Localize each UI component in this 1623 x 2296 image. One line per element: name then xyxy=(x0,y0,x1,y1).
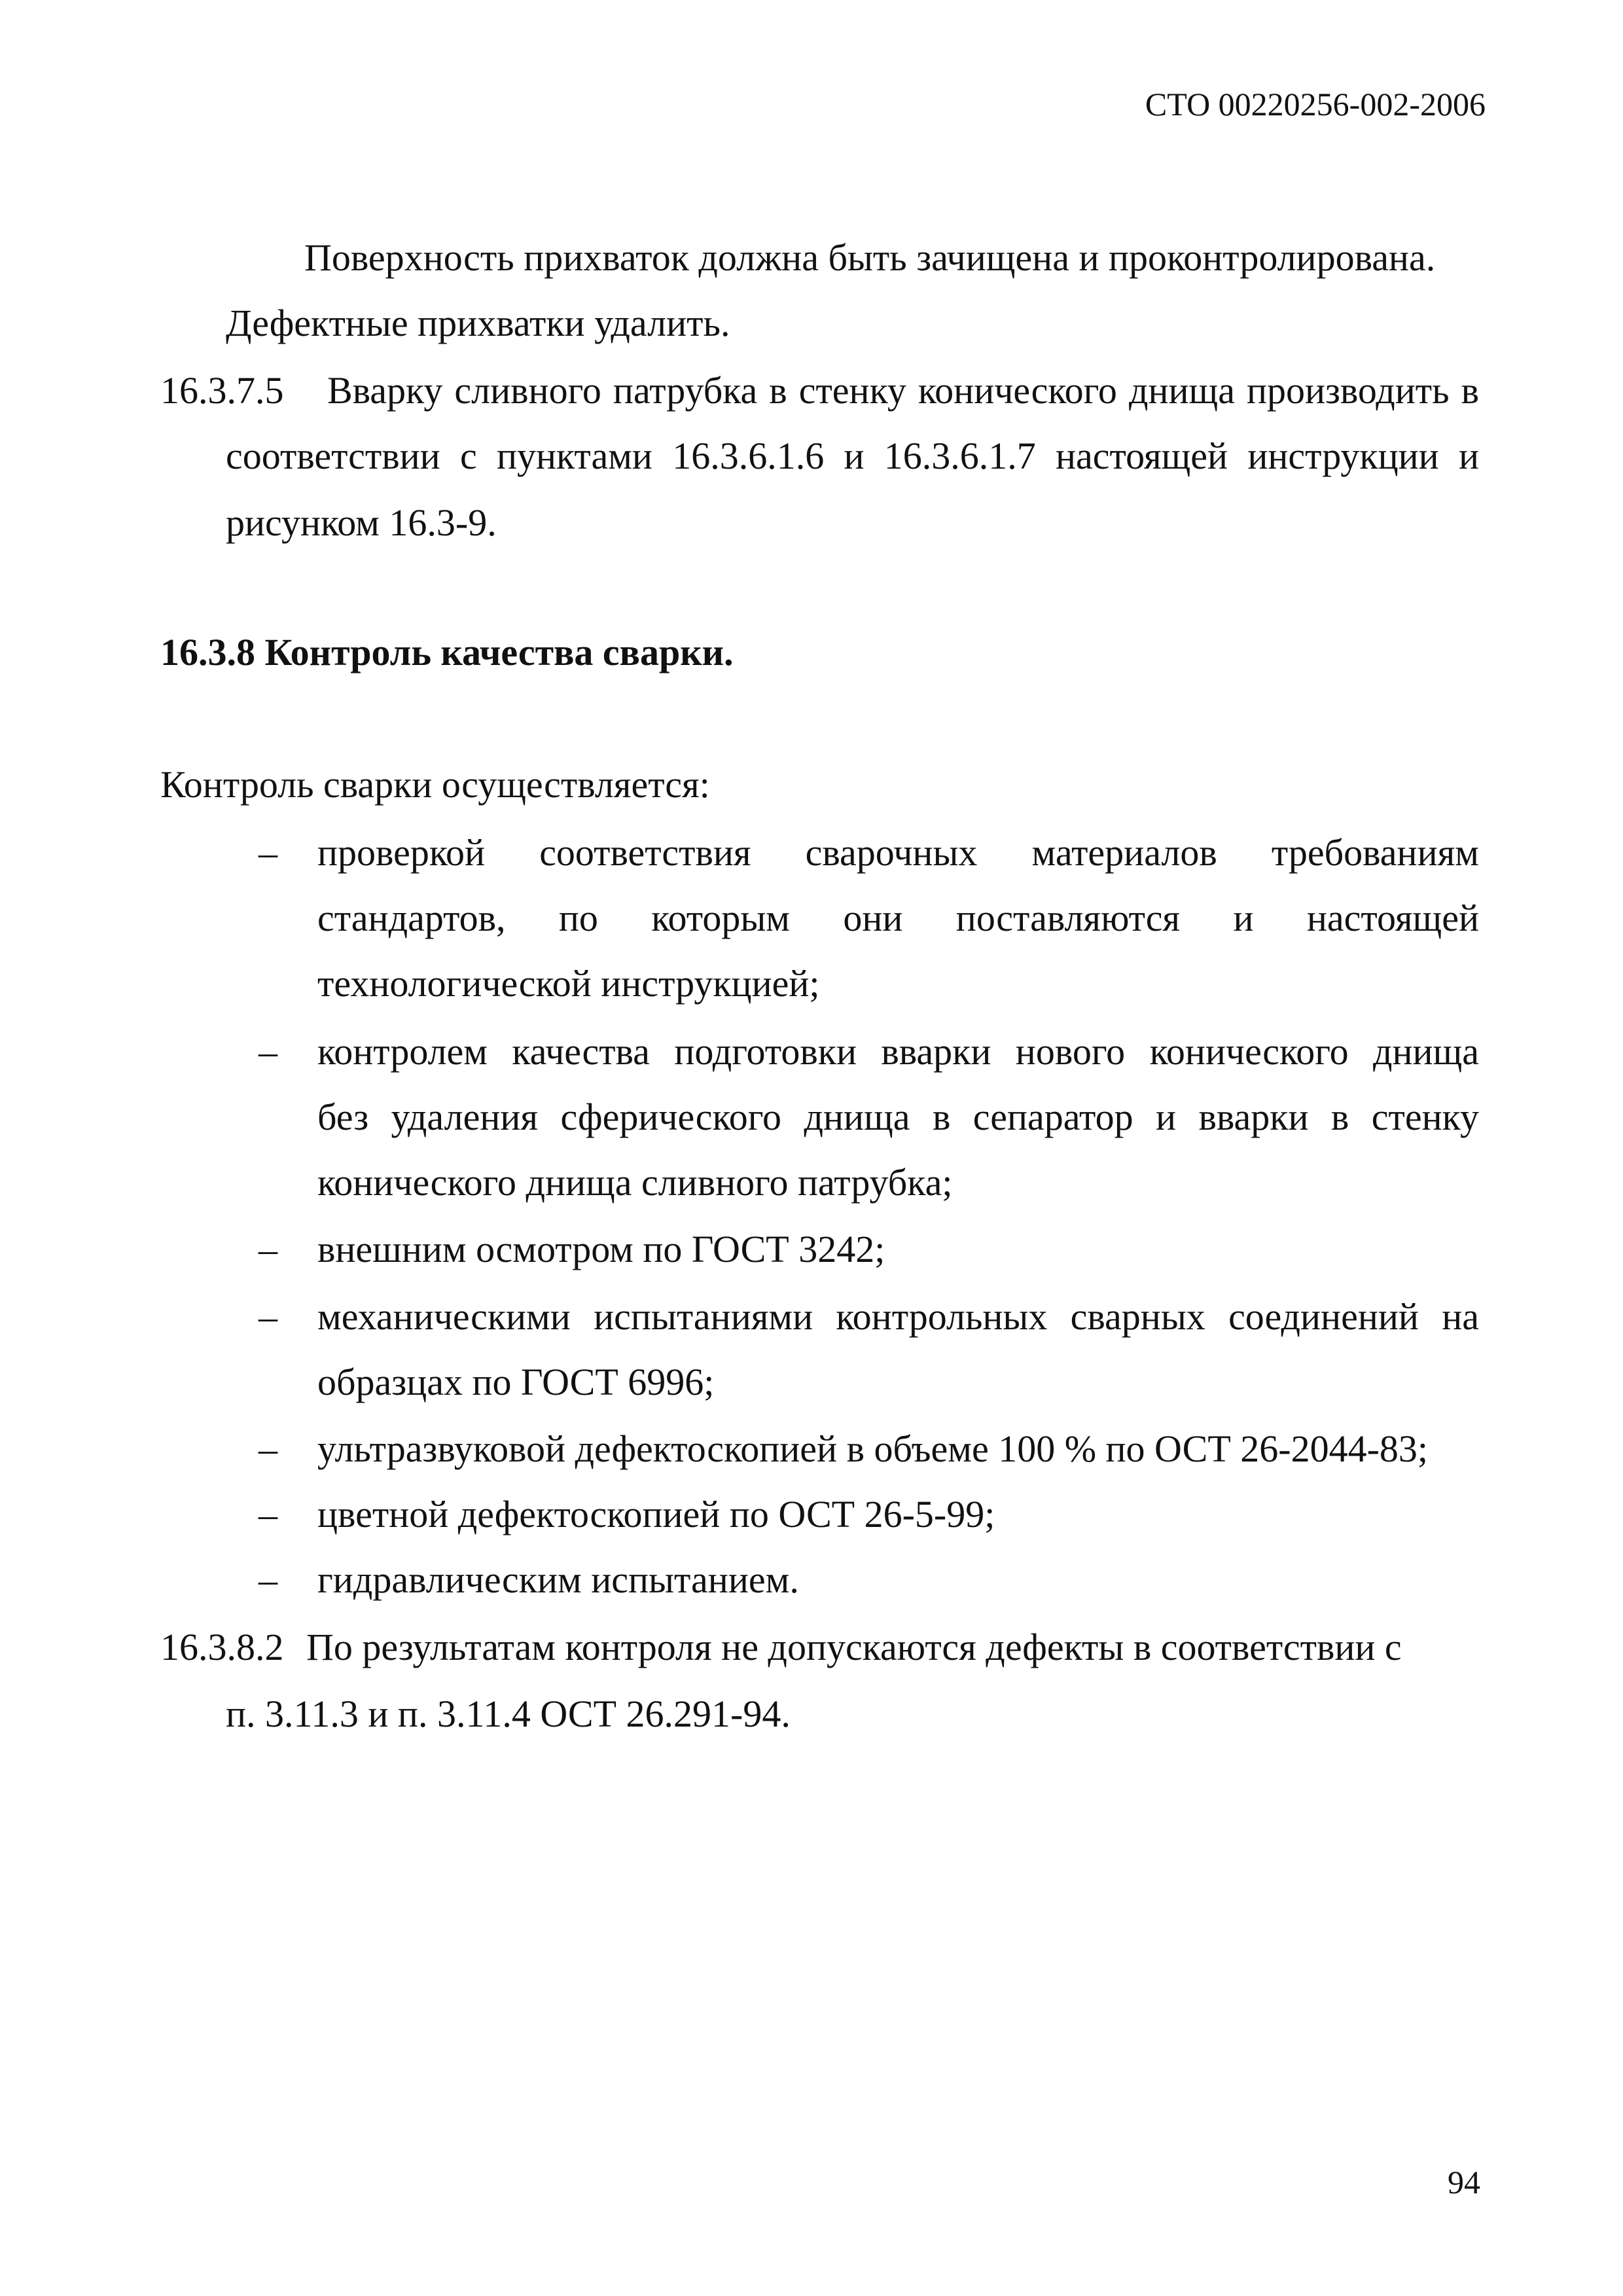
list-item-line: проверкой соответствия сварочных материалов требованиям xyxy=(317,831,1479,874)
list-item-line: ультразвуковой дефектоскопией в объеме 100 % по ОСТ 26-2044-83; xyxy=(317,1427,1429,1470)
list-item-line: стандартов, по которым они поставляются и настоящей xyxy=(317,897,1479,939)
page-number: 94 xyxy=(1448,2164,1480,2200)
list-dash: – xyxy=(259,1558,277,1601)
item-number: 16.3.8.2 xyxy=(160,1626,284,1668)
list-item-line: внешним осмотром по ГОСТ 3242; xyxy=(317,1228,885,1270)
list-item-line: технологической инструкцией; xyxy=(317,962,820,1005)
document-code-header: СТО 00220256-002-2006 xyxy=(1145,86,1486,122)
paragraph-line: Поверхность прихваток должна быть зачищена и проконтролирована. xyxy=(304,236,1436,279)
list-item-line: контролем качества подготовки вварки нового конического днища xyxy=(317,1030,1479,1073)
item-number: 16.3.7.5 xyxy=(160,369,284,412)
list-dash: – xyxy=(259,1228,277,1270)
list-item-line: гидравлическим испытанием. xyxy=(317,1558,799,1601)
list-item-line: конического днища сливного патрубка; xyxy=(317,1161,953,1204)
list-dash: – xyxy=(259,831,277,874)
list-dash: – xyxy=(259,1427,277,1470)
list-dash: – xyxy=(259,1295,277,1338)
paragraph-line: рисунком 16.3-9. xyxy=(226,501,497,544)
paragraph-line: Дефектные прихватки удалить. xyxy=(226,302,730,344)
paragraph-line: По результатам контроля не допускаются дефекты в соответствии с xyxy=(306,1626,1402,1668)
paragraph-line: соответствии с пунктами 16.3.6.1.6 и 16.3.6.1.7 настоящей инструкции и xyxy=(226,435,1479,477)
list-dash: – xyxy=(259,1030,277,1073)
list-item-line: механическими испытаниями контрольных сварных соединений на xyxy=(317,1295,1479,1338)
list-item-line: без удаления сферического днища в сепаратор и вварки в стенку xyxy=(317,1096,1479,1138)
list-item-line: образцах по ГОСТ 6996; xyxy=(317,1361,715,1403)
intro-text: Контроль сварки осуществляется: xyxy=(160,763,710,806)
list-dash: – xyxy=(259,1493,277,1535)
paragraph-line: п. 3.11.3 и п. 3.11.4 ОСТ 26.291-94. xyxy=(226,1693,791,1735)
paragraph-line: Вварку сливного патрубка в стенку конического днища производить в xyxy=(327,369,1479,412)
section-heading: 16.3.8 Контроль качества сварки. xyxy=(160,631,734,673)
list-item-line: цветной дефектоскопией по ОСТ 26-5-99; xyxy=(317,1493,995,1535)
